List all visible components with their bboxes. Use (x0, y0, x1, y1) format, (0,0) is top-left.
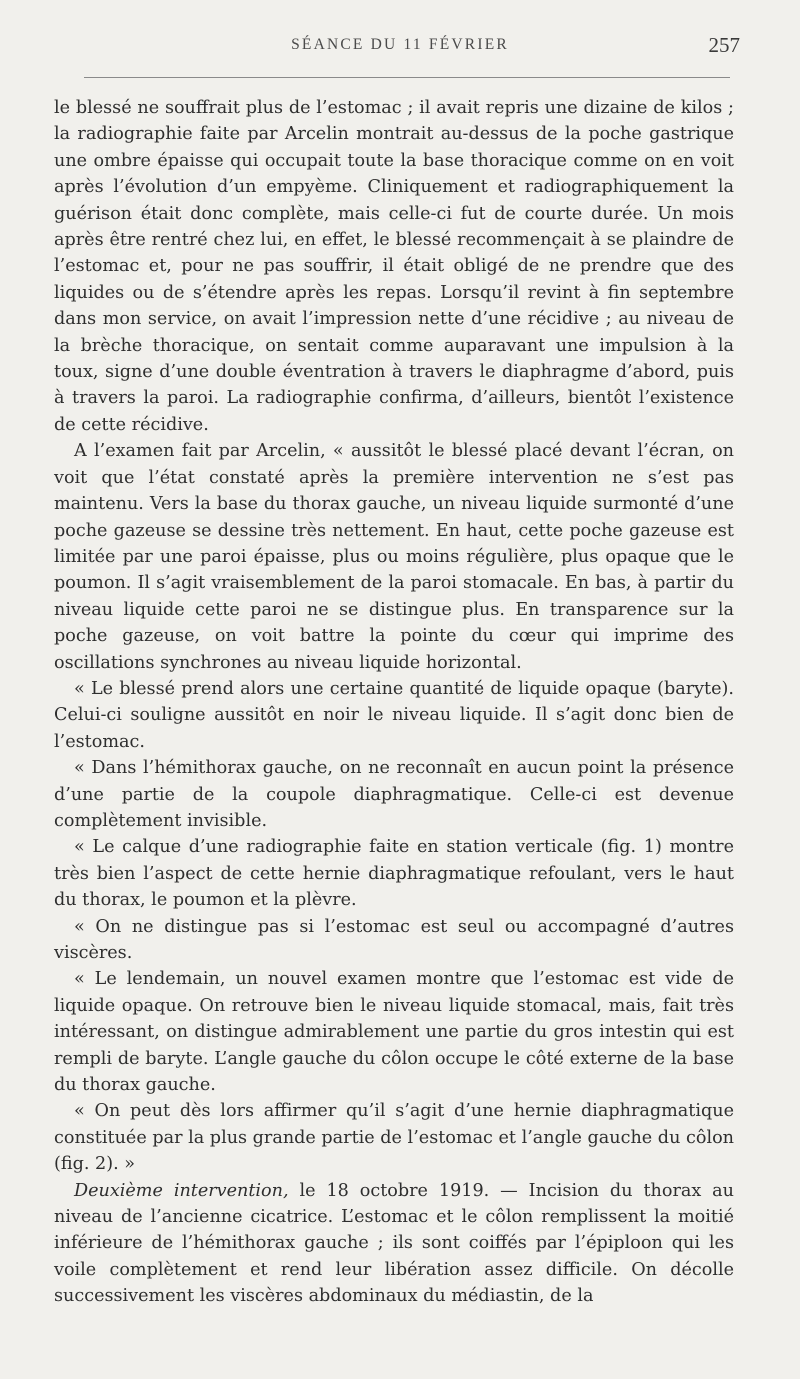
paragraph: « On peut dès lors affirmer qu’il s’agit d’une hernie diaphragmatique constituée par la plus grande partie de l’estomac et l’angle gauche du côlon (fig. 2). » (54, 1101, 734, 1175)
paragraph: « On ne distingue pas si l’estomac est seul ou accompagné d’autres viscères. (54, 916, 734, 963)
running-head: SÉANCE DU 11 FÉVRIER (291, 36, 509, 53)
paragraph (54, 1178, 734, 1310)
paragraph: « Le lendemain, un nouvel examen montre que l’estomac est vide de liquide opaque. On retrouve bien le niveau liquide stomacal, mais, fait très intéressant, on distingue admirablement une partie du gros intestin qui est rempli de baryte. L’angle gauche du côlon occupe le côté externe de la base du thorax gauche. (54, 969, 734, 1096)
section-lead-italic: Deuxième intervention, (74, 1180, 289, 1201)
paragraph: « Le calque d’une radiographie faite en station verticale (fig. 1) montre très bien l’aspect de cette hernie diaphragmatique refoulant, vers le haut du thorax, le poumon et la plèvre. (54, 837, 734, 911)
paragraph: A l’examen fait par Arcelin, « aussitôt le blessé placé devant l’écran, on voit que l’état constaté après la première intervention ne s’est pas maintenu. Vers la base du thorax gauche, un niveau liquide surmonté d’une poche gazeuse se dessine très nettement. En haut, cette poche gazeuse est limitée par une paroi épaisse, plus ou moins régulière, plus opaque que le poumon. Il s’agit vraisemblement de la paroi stomacale. En bas, à partir du niveau liquide cette paroi ne se distingue plus. En transparence sur la poche gazeuse, on voit battre la pointe du cœur qui imprime des oscillations synchrones au niveau liquide horizontal. (54, 441, 734, 673)
page-header (60, 33, 740, 60)
paragraph-continuation: le 18 octobre 1919. — Incision du thorax au niveau de l’ancienne cicatrice. L’estomac et le côlon remplissent la moitié inférieure de l’hémithorax gauche ; ils sont coiffés par l’épiploon qui les voile complètement et rend leur libération assez difficile. On décolle successivement les viscères abdominaux du médiastin, de la (54, 1180, 735, 1307)
body-text (54, 95, 734, 1310)
paragraph: « Le blessé prend alors une certaine quantité de liquide opaque (baryte). Celui-ci souligne aussitôt en noir le niveau liquide. Il s’agit donc bien de l’estomac. (54, 678, 734, 752)
paragraph: « Dans l’hémithorax gauche, on ne reconnaît en aucun point la présence d’une partie de la coupole diaphragmatique. Celle-ci est devenue complètement invisible. (54, 758, 734, 831)
header-rule (84, 77, 730, 78)
paragraph: le blessé ne souffrait plus de l’estomac ; il avait repris une dizaine de kilos ; la radiographie faite par Arcelin montrait au-dessus de la poche gastrique une ombre épaisse qui occupait toute la base thoracique comme on en voit après l’évolution d’un empyème. Cliniquement et radiographiquement la guérison était donc complète, mais celle-ci fut de courte durée. Un mois après être rentré chez lui, en effet, le blessé recommençait à se plaindre de l’estomac et, pour ne pas souffrir, il était obligé de ne prendre que des liquides ou de s’étendre après les repas. Lorsqu’il revint à fin septembre dans mon service, on avait l’impression nette d’une récidive ; au niveau de la brèche thoracique, on sentait comme auparavant une impulsion à la toux, signe d’une double éventration à travers le diaphragme d’abord, puis à travers la paroi. La radiographie confirma, d’ailleurs, bientôt l’existence de cette récidive. (54, 98, 734, 435)
page-number: 257 (708, 33, 740, 57)
